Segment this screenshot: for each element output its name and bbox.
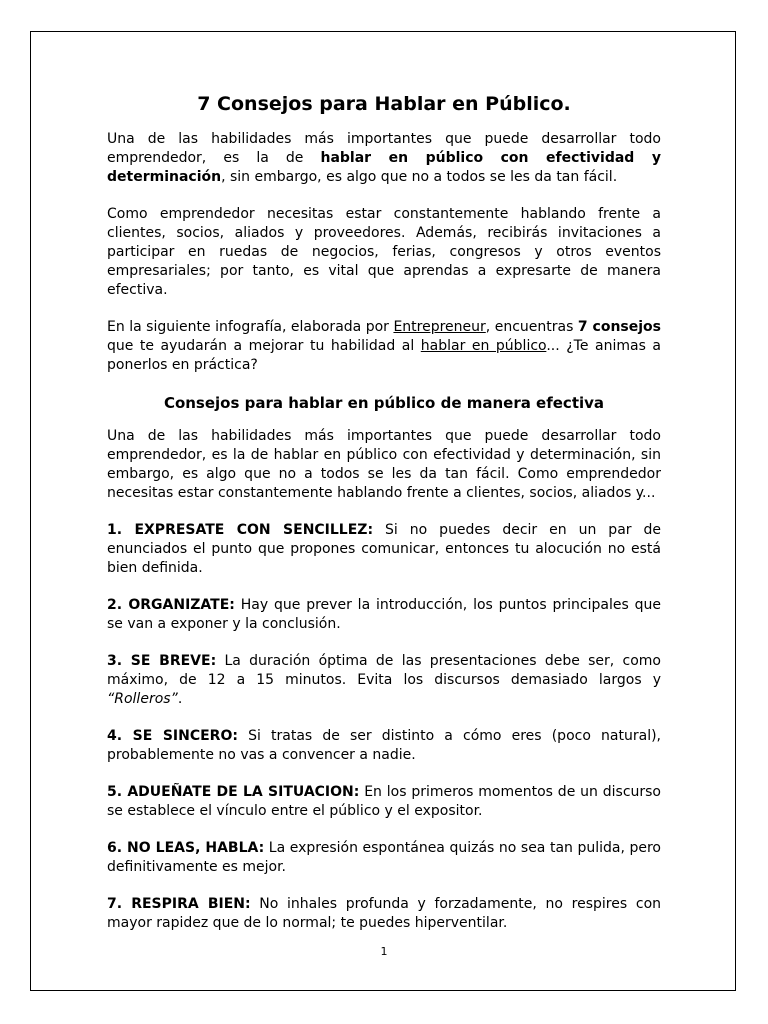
document-page xyxy=(30,31,736,991)
intro-paragraph-1 xyxy=(107,130,661,187)
intro-text: , sin embargo, es algo que no a todos se les da tan fácil. xyxy=(221,169,618,185)
intro-text: En la siguiente infografía, elaborada por xyxy=(107,319,394,335)
document-title: 7 Consejos para Hablar en Público. xyxy=(197,93,571,115)
intro-text: que te ayudarán a mejorar tu habilidad al xyxy=(107,338,421,354)
tip-italic-text: “Rolleros” xyxy=(107,691,178,707)
page-number: 1 xyxy=(380,945,388,958)
intro-paragraph-2: Como emprendedor necesitas estar constantemente hablando frente a clientes, socios, aliados y proveedores. Además, recibirás invitaciones a participar en ruedas de negocios, ferias, congresos y otros eventos empresariales; por tanto, es vital que aprendas a expresarte de manera efectiva. xyxy=(107,206,661,298)
tip-item xyxy=(107,596,661,634)
tip-title: 7. RESPIRA BIEN: xyxy=(107,896,251,912)
intro-bold-text: 7 consejos xyxy=(577,319,662,335)
intro-text: ... ¿Te animas a ponerlos en práctica? xyxy=(107,338,661,373)
tip-text: Hay que prever la introducción, los puntos principales que se van a exponer y la conclusión. xyxy=(107,597,661,632)
entrepreneur-link[interactable]: Entrepreneur xyxy=(393,319,486,335)
tip-item xyxy=(107,783,661,821)
intro-text: , encuentras xyxy=(485,319,578,335)
tip-text: Si tratas de ser distinto a cómo eres (poco natural), probablemente no vas a convencer a nadie. xyxy=(107,728,661,763)
tip-text: En los primeros momentos de un discurso se establece el vínculo entre el público y el expositor. xyxy=(107,784,662,819)
intro-text: Una de las habilidades más importantes que puede desarrollar todo emprendedor, es la de xyxy=(107,131,661,166)
page-content xyxy=(107,92,661,947)
tip-text: Si no puedes decir en un par de enunciados el punto que propones comunicar, entonces tu alocución no está bien definida. xyxy=(107,522,661,576)
tip-item xyxy=(107,521,661,578)
tip-item xyxy=(107,652,661,709)
tip-text: No inhales profunda y forzadamente, no respires con mayor rapidez que de lo normal; te puedes hiperventilar. xyxy=(107,896,662,931)
intro-paragraph-3 xyxy=(107,318,661,375)
tip-title: 6. NO LEAS, HABLA: xyxy=(107,840,265,856)
tip-text: La duración óptima de las presentaciones debe ser, como máximo, de 12 a 15 minutos. Evita los discursos demasiado largos y xyxy=(107,653,661,688)
tip-title: 1. EXPRESATE CON SENCILLEZ: xyxy=(107,522,374,538)
tip-item xyxy=(107,839,661,877)
tip-title: 5. ADUEÑATE DE LA SITUACION: xyxy=(107,784,360,800)
summary-paragraph: Una de las habilidades más importantes que puede desarrollar todo emprendedor, es la de hablar en público con efectividad y determinación, sin embargo, es algo que no a todos se les da tan fácil. Como emprendedor necesitas estar constantemente hablando frente a clientes, socios, aliados y... xyxy=(107,428,661,501)
tip-item xyxy=(107,727,661,765)
tip-title: 2. ORGANIZATE: xyxy=(107,597,235,613)
tip-text: . xyxy=(177,691,183,707)
tip-text: La expresión espontánea quizás no sea tan pulida, pero definitivamente es mejor. xyxy=(107,840,661,875)
tip-title: 4. SE SINCERO: xyxy=(107,728,238,744)
tips-list xyxy=(107,521,661,933)
hablar-en-publico-link[interactable]: hablar en público xyxy=(420,338,547,354)
section-subtitle: Consejos para hablar en público de manera efectiva xyxy=(163,394,605,412)
tip-title: 3. SE BREVE: xyxy=(107,653,217,669)
tip-item xyxy=(107,895,661,933)
intro-bold-text: hablar en público con efectividad y determinación xyxy=(107,150,661,185)
